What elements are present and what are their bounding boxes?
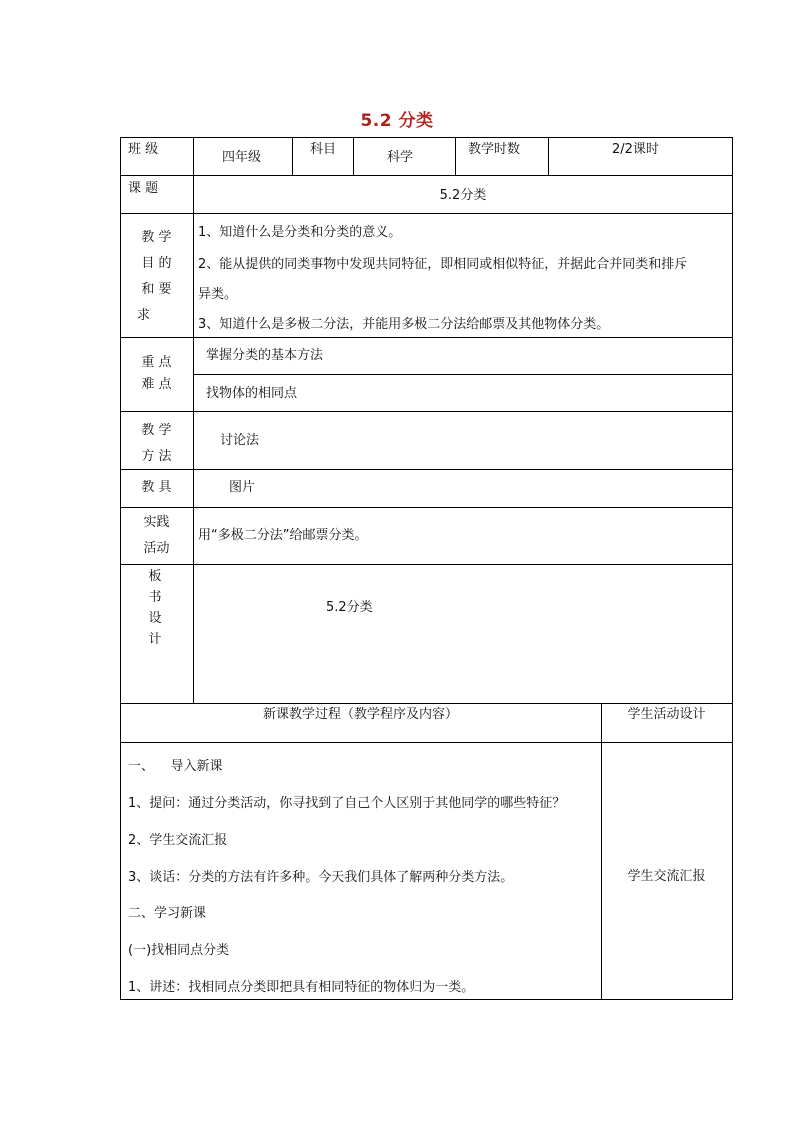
board-label-char: 板 [148,569,162,584]
class-label: 班 级 [128,142,159,157]
key-points-label-line: 难 点 [141,377,172,392]
tools-label: 教 具 [141,480,172,495]
key-point-value: 掌握分类的基本方法 [206,348,324,363]
key-points-label-line: 重 点 [141,355,172,370]
objectives-label-line: 目 的 [141,256,172,271]
row-divider [120,703,733,704]
topic-value: 5.2分类 [439,188,487,203]
document-title: 5.2 分类 [360,111,434,131]
col-divider [193,137,194,704]
col-divider [548,137,549,175]
objective-item: 异类。 [198,287,238,302]
col-divider [353,137,354,175]
class-value: 四年级 [222,150,262,165]
board-label [145,566,165,650]
process-line: 3、谈话：分类的方法有许多种。今天我们具体了解两种分类方法。 [128,870,514,885]
row-divider [120,507,733,508]
difficult-point-value: 找物体的相同点 [206,386,298,401]
board-label-char: 设 [148,611,162,626]
objective-item: 1、知道什么是分类和分类的意义。 [198,225,402,240]
row-divider [120,175,733,176]
row-divider [120,742,733,743]
method-label [120,418,193,470]
objectives-label-line: 教 学 [141,230,172,245]
process-line: 一、 导入新课 [128,759,223,774]
table-border-top [120,137,733,138]
method-label-line: 方 法 [141,449,172,464]
practice-label [120,510,193,562]
hours-value: 2/2课时 [612,142,659,157]
table-border-bottom [120,999,733,1000]
practice-label-line: 活动 [143,541,170,556]
method-value: 讨论法 [220,433,260,448]
process-line: 2、学生交流汇报 [128,833,228,848]
process-line: 二、学习新课 [128,906,207,921]
objectives-label-line: 求 [137,308,151,323]
row-divider [193,374,733,375]
board-label-char: 书 [148,590,162,605]
practice-label-line: 实践 [143,515,170,530]
topic-label: 课 题 [128,181,159,196]
practice-value: 用“多极二分法”给邮票分类。 [198,528,368,543]
objectives-label-line: 和 要 [141,282,172,297]
student-activity-value: 学生交流汇报 [627,869,706,884]
process-header: 新课教学过程（教学程序及内容） [262,707,458,722]
board-label-char: 计 [148,632,162,647]
row-divider [120,337,733,338]
row-divider [120,213,733,214]
key-points-label [120,352,193,396]
row-divider [120,564,733,565]
row-divider [120,469,733,470]
student-activity-header: 学生活动设计 [627,707,706,722]
process-line: 1、讲述：找相同点分类即把具有相同特征的物体归为一类。 [128,980,475,995]
row-divider [120,411,733,412]
table-border-right [732,137,733,1000]
col-divider [455,137,456,175]
col-divider [601,703,602,1000]
col-divider [292,137,293,175]
process-line: 1、提问：通过分类活动，你寻找到了自己个人区别于其他同学的哪些特征？ [128,796,566,811]
objective-item: 3、知道什么是多极二分法，并能用多极二分法给邮票及其他物体分类。 [198,317,610,332]
subject-label: 科目 [310,142,337,157]
process-line: (一)找相同点分类 [128,943,230,958]
objectives-label [120,225,193,329]
tools-value: 图片 [229,480,256,495]
method-label-line: 教 学 [141,423,172,438]
subject-value: 科学 [387,150,414,165]
hours-label: 教学时数 [468,142,521,157]
board-value: 5.2分类 [326,600,373,615]
objective-item: 2、能从提供的同类事物中发现共同特征，即相同或相似特征，并据此合并同类和排斥 [198,257,688,272]
